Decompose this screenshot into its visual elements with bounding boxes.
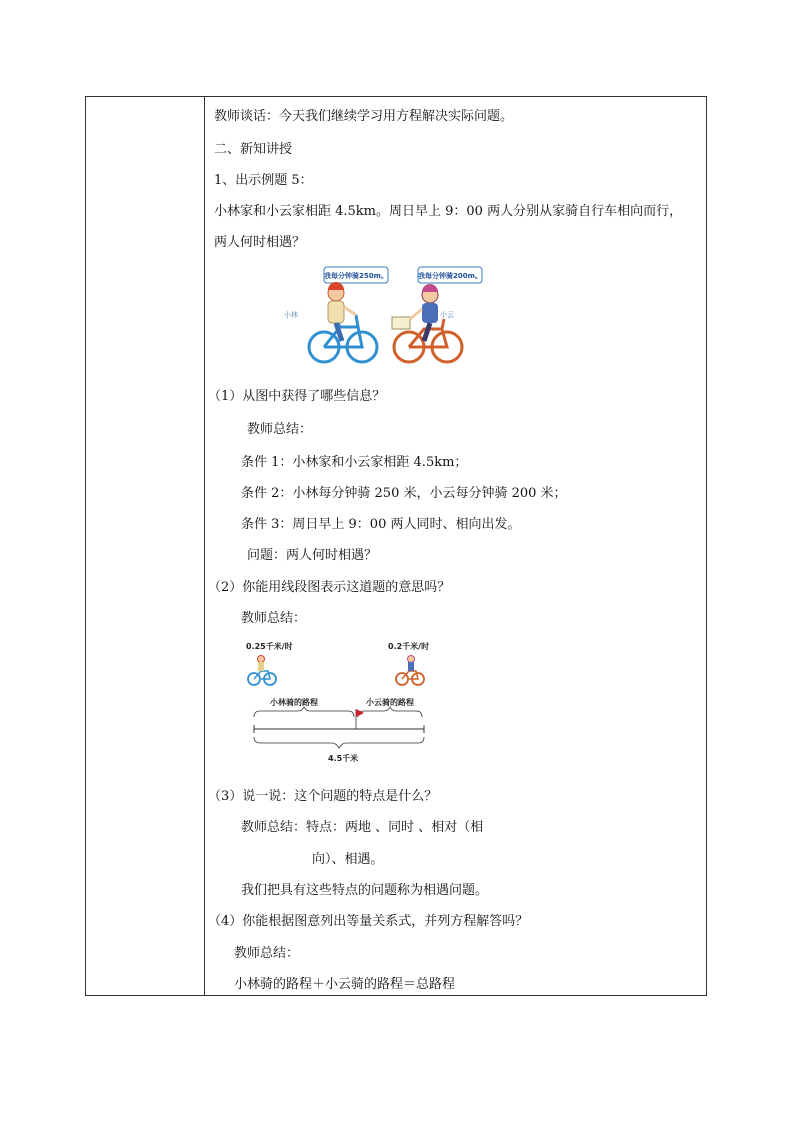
q3-summary: 教师总结：特点：两地 、同时 、相对（相 xyxy=(241,820,484,835)
segment-right-label: 小云骑的路程 xyxy=(366,698,414,707)
brace-left xyxy=(254,707,354,717)
small-bike-right-icon xyxy=(396,656,424,686)
q3-summary-continued: 向）、相遇。 xyxy=(312,852,384,867)
example-label: 1、出示例题 5： xyxy=(214,173,313,188)
name-left: 小林 xyxy=(284,311,298,319)
question-2: （2）你能用线段图表示这道题的意思吗？ xyxy=(208,580,451,595)
brace-right xyxy=(358,707,422,717)
condition-2: 条件 2：小林每分钟骑 250 米，小云每分钟骑 200 米； xyxy=(241,486,567,501)
bubble-right-text: 我每分钟骑200m。 xyxy=(418,272,482,280)
q4-summary-label: 教师总结： xyxy=(234,946,300,961)
speech-bubble-left xyxy=(324,267,388,283)
speech-bubble-right xyxy=(418,267,482,283)
speed-left-label: 0.25千米/时 xyxy=(246,642,293,651)
brace-total xyxy=(254,737,424,748)
question-4: （4）你能根据图意列出等量关系式，并列方程解答吗？ xyxy=(208,914,529,929)
segment-left-label: 小林骑的路程 xyxy=(270,698,318,707)
total-distance-label: 4.5千米 xyxy=(328,754,359,763)
small-bike-left-icon xyxy=(248,656,276,686)
question-1: （1）从图中获得了哪些信息？ xyxy=(208,389,386,404)
line-segment-diagram xyxy=(244,637,454,765)
definition-text: 我们把具有这些特点的问题称为相遇问题。 xyxy=(241,883,489,898)
problem-line-1: 小林家和小云家相距 4.5km。周日早上 9：00 两人分别从家骑自行车相向而行， xyxy=(214,204,683,219)
question-text: 问题：两人何时相遇？ xyxy=(247,548,378,563)
question-3: （3）说一说：这个问题的特点是什么？ xyxy=(208,789,438,804)
lesson-table xyxy=(85,96,707,996)
meeting-flag-icon xyxy=(356,709,364,729)
speed-right-label: 0.2千米/时 xyxy=(388,642,430,651)
condition-3: 条件 3：周日早上 9：00 两人同时、相向出发。 xyxy=(241,517,521,532)
bubble-left-text: 我每分钟骑250m。 xyxy=(324,272,388,280)
bicycle-right-icon xyxy=(392,284,462,362)
problem-line-2: 两人何时相遇？ xyxy=(214,235,306,250)
name-right: 小云 xyxy=(440,311,454,319)
intro-text: 教师谈话：今天我们继续学习用方程解决实际问题。 xyxy=(214,109,514,124)
section-title: 二、新知讲授 xyxy=(214,142,293,157)
condition-1: 条件 1：小林家和小云家相距 4.5km； xyxy=(241,455,468,470)
q1-summary-label: 教师总结： xyxy=(247,422,313,437)
column-divider xyxy=(204,97,205,995)
equation-text: 小林骑的路程＋小云骑的路程＝总路程 xyxy=(234,977,456,992)
bicycle-left-icon xyxy=(309,282,377,362)
bike-illustration xyxy=(284,265,554,369)
q2-summary-label: 教师总结： xyxy=(241,611,307,626)
